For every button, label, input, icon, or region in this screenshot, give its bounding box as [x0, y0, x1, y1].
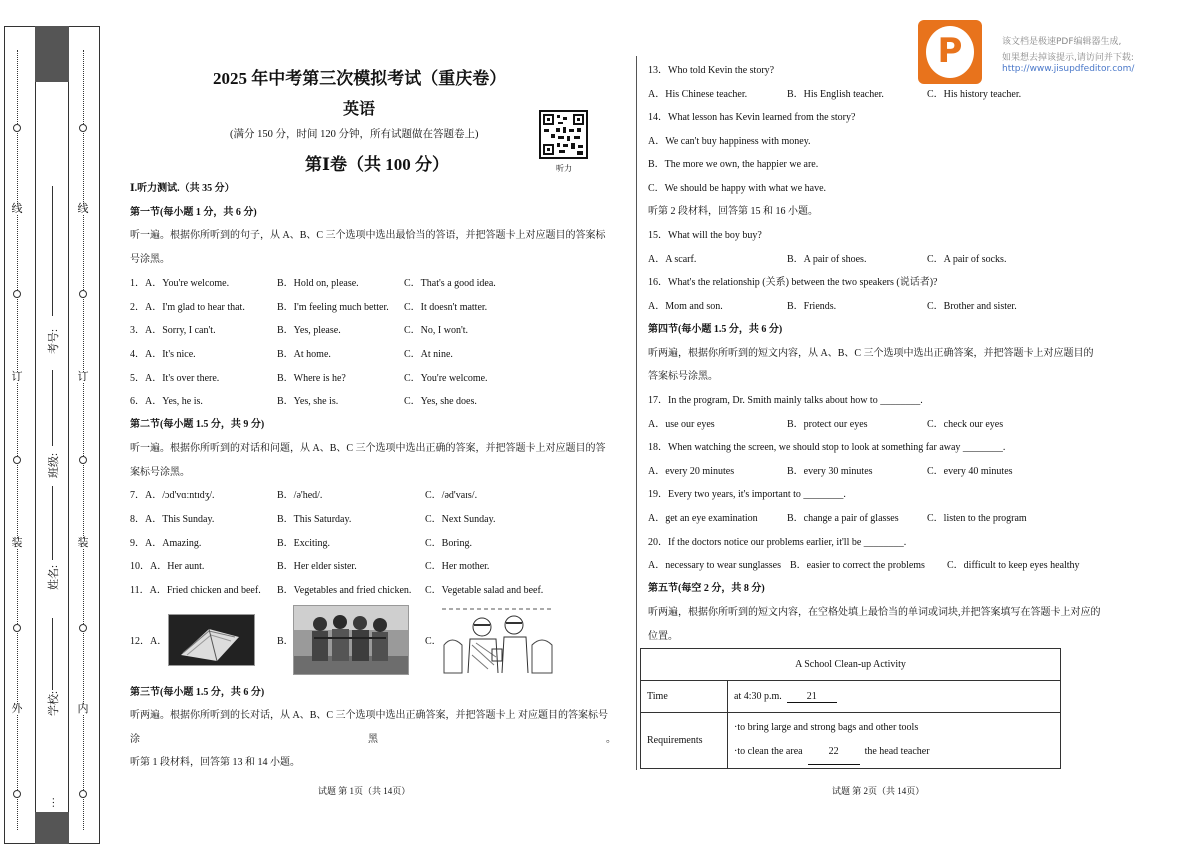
binding-hole — [13, 124, 21, 132]
q15-stem: 15．What will the boy buy? — [648, 230, 762, 241]
part-title: 第Ⅰ卷（共 100 分） — [305, 155, 449, 174]
q7-option-a[interactable]: 7．A．/ɔd'vɑːntɪdʒ/. — [130, 490, 215, 501]
q17-option-a[interactable]: A．use our eyes — [648, 419, 715, 430]
q4-option-c[interactable]: C．At nine. — [404, 349, 453, 360]
subject-title: 英语 — [343, 101, 376, 118]
q13-stem: 13．Who told Kevin the story? — [648, 65, 775, 76]
q6-option-b[interactable]: B．Yes, she is. — [277, 396, 339, 407]
section3-instructions-hei: 黑 — [368, 734, 378, 745]
requirement-2-prefix: ·to clean the area — [734, 746, 803, 757]
binding-hole — [13, 456, 21, 464]
q2-option-b[interactable]: B．I'm feeling much better. — [277, 302, 389, 313]
binding-hole — [13, 790, 21, 798]
exam-note: (满分 150 分，时间 120 分钟，所有试题做在答题卷上) — [230, 129, 479, 140]
q9-option-a[interactable]: 9．A．Amazing. — [130, 538, 202, 549]
q15-option-c[interactable]: C．A pair of socks. — [927, 254, 1007, 265]
qr-caption: 听力 — [556, 164, 572, 173]
q16-stem: 16．What's the relationship (关系) between the two speakers (说话者)? — [648, 277, 938, 288]
requirements-label: Requirements — [641, 713, 728, 769]
q19-stem: 19．Every two years, it's important to ________. — [648, 489, 846, 500]
name-field[interactable] — [52, 486, 53, 560]
section5-title: 第五节(每空 2 分，共 8 分) — [648, 583, 765, 594]
binding-char-xian: 线 — [11, 203, 23, 215]
q16-option-a[interactable]: A．Mom and son. — [648, 301, 723, 312]
dots: … — [45, 797, 57, 808]
column-divider — [636, 56, 637, 770]
exam-title: 2025 年中考第三次模拟考试（重庆卷） — [213, 69, 507, 88]
page1-footer: 试题 第 1页（共 14页） — [318, 786, 411, 796]
watermark-line1: 该文档是极速PDF编辑器生成, — [1002, 37, 1122, 47]
section1-instructions: 听一遍。根据你所听到的句子，从 A、B、C 三个选项中选出最恰当的答语，并把答题卡上对应题目的答案标 — [130, 230, 606, 241]
q17-option-b[interactable]: B．protect our eyes — [787, 419, 868, 430]
section2-instructions: 听一遍。根据你所听到的对话和问题，从 A、B、C 三个选项中选出正确的答案，并把答题卡上对应题目的答 — [130, 443, 606, 454]
binding-hole — [13, 624, 21, 632]
q10-option-b[interactable]: B．Her elder sister. — [277, 561, 357, 572]
section4-instructions-cont: 答案标号涂黑。 — [648, 371, 718, 382]
q14-option-b[interactable]: B．The more we own, the happier we are. — [648, 159, 819, 170]
exam-no-field[interactable] — [52, 186, 53, 316]
binding-hole — [13, 290, 21, 298]
binding-strip-top — [35, 26, 69, 82]
q4-option-b[interactable]: B．At home. — [277, 349, 331, 360]
q13-option-b[interactable]: B．His English teacher. — [787, 89, 884, 100]
q1-option-a[interactable]: 1．A．You're welcome. — [130, 278, 230, 289]
q12-option-c[interactable]: C． — [425, 636, 442, 647]
q17-stem: 17．In the program, Dr. Smith mainly talks about how to ________. — [648, 395, 923, 406]
q9-option-b[interactable]: B．Exciting. — [277, 538, 331, 549]
q3-option-c[interactable]: C．No, I won't. — [404, 325, 469, 336]
q12-option-a[interactable]: 12．A． — [130, 636, 168, 647]
binding-hole — [79, 790, 87, 798]
requirement-2-suffix: the head teacher — [864, 746, 930, 757]
binding-hole — [79, 456, 87, 464]
binding-char-ding: 订 — [11, 371, 23, 383]
q19-option-b[interactable]: B．change a pair of glasses — [787, 513, 899, 524]
activity-table — [640, 648, 1061, 769]
pdf-editor-logo: P — [918, 20, 982, 84]
q12-option-b[interactable]: B． — [277, 636, 294, 647]
q18-option-b[interactable]: B．every 30 minutes — [787, 466, 873, 477]
binding-strip-bottom — [35, 812, 69, 844]
q3-option-b[interactable]: B．Yes, please. — [277, 325, 341, 336]
section3-segment1: 听第 1 段材料，回答第 13 和 14 小题。 — [130, 757, 300, 768]
q1-option-b[interactable]: B．Hold on, please. — [277, 278, 359, 289]
q3-option-a[interactable]: 3．A．Sorry, I can't. — [130, 325, 216, 336]
q20-stem: 20．If the doctors notice our problems earlier, it'll be ________. — [648, 537, 907, 548]
q18-option-c[interactable]: C．every 40 minutes — [927, 466, 1013, 477]
q11-option-b[interactable]: B．Vegetables and fried chicken. — [277, 585, 412, 596]
binding-char-nei: 内 — [77, 703, 89, 715]
q2-option-a[interactable]: 2．A．I'm glad to hear that. — [130, 302, 245, 313]
section3-title: 第三节(每小题 1.5 分，共 6 分) — [130, 687, 265, 698]
binding-hole — [79, 624, 87, 632]
binding-char-zhuang: 装 — [77, 537, 89, 549]
binding-char-zhuang: 装 — [11, 537, 23, 549]
q20-option-c[interactable]: C．difficult to keep eyes healthy — [947, 560, 1080, 571]
school-field[interactable] — [52, 618, 53, 690]
listening-title: Ⅰ.听力测试.（共 35 分） — [130, 183, 235, 194]
binding-hole — [79, 290, 87, 298]
q13-option-a[interactable]: A．His Chinese teacher. — [648, 89, 748, 100]
q7-option-c[interactable]: C．/əd'vaɪs/. — [425, 490, 478, 501]
q12-image-c-movie[interactable] — [442, 605, 554, 675]
name-label: 姓名: — [45, 565, 61, 590]
section2-instructions-cont: 案标号涂黑。 — [130, 467, 190, 478]
section1-instructions-cont: 号涂黑。 — [130, 254, 170, 265]
school-label: 学校: — [45, 691, 61, 716]
q8-option-b[interactable]: B．This Saturday. — [277, 514, 352, 525]
q13-option-c[interactable]: C．His history teacher. — [927, 89, 1022, 100]
time-cell — [728, 681, 1061, 713]
q20-option-a[interactable]: A．necessary to wear sunglasses — [648, 560, 782, 571]
segment2-instructions: 听第 2 段材料，回答第 15 和 16 小题。 — [648, 206, 818, 217]
time-prefix: at 4:30 p.m. — [734, 690, 782, 702]
q6-option-a[interactable]: 6．A．Yes, he is. — [130, 396, 203, 407]
qr-code — [539, 110, 588, 159]
q14-option-c[interactable]: C．We should be happy with what we have. — [648, 183, 827, 194]
class-field[interactable] — [52, 370, 53, 446]
section5-instructions: 听两遍，根据你所听到的短文内容，在空格处填上最恰当的单词或词块,并把答案填写在答题卡上对应的 — [648, 607, 1101, 618]
q20-option-b[interactable]: B．easier to correct the problems — [790, 560, 925, 571]
requirement-2 — [734, 740, 1054, 765]
section3-instructions-tu: 涂 — [130, 734, 140, 745]
class-label: 班级: — [45, 453, 61, 478]
time-label: Time — [641, 681, 728, 713]
watermark-link[interactable]: http://www.jisupdfeditor.com/ — [1002, 64, 1135, 74]
q12-image-a-book[interactable] — [168, 614, 255, 666]
section3-instructions-period: 。 — [606, 734, 616, 745]
q5-option-c[interactable]: C．You're welcome. — [404, 373, 488, 384]
q1-option-c[interactable]: C．That's a good idea. — [404, 278, 496, 289]
section1-title: 第一节(每小题 1 分，共 6 分) — [130, 207, 257, 218]
section5-instructions-cont: 位置。 — [648, 631, 678, 642]
q5-option-a[interactable]: 5．A．It's over there. — [130, 373, 220, 384]
q8-option-a[interactable]: 8．A．This Sunday. — [130, 514, 215, 525]
requirements-cell — [728, 713, 1061, 769]
binding-hole — [79, 124, 87, 132]
q5-option-b[interactable]: B．Where is he? — [277, 373, 346, 384]
q19-option-c[interactable]: C．listen to the program — [927, 513, 1027, 524]
q10-option-c[interactable]: C．Her mother. — [425, 561, 490, 572]
q7-option-b[interactable]: B．/ə'hed/. — [277, 490, 323, 501]
q8-option-c[interactable]: C．Next Sunday. — [425, 514, 496, 525]
section2-title: 第二节(每小题 1.5 分，共 9 分) — [130, 419, 265, 430]
watermark-line2: 如果想去掉该提示,请访问并下载: — [1002, 53, 1134, 63]
q18-option-a[interactable]: A．every 20 minutes — [648, 466, 735, 477]
q4-option-a[interactable]: 4．A．It's nice. — [130, 349, 196, 360]
q10-option-a[interactable]: 10．A．Her aunt. — [130, 561, 205, 572]
q15-option-a[interactable]: A．A scarf. — [648, 254, 697, 265]
section4-title: 第四节(每小题 1.5 分，共 6 分) — [648, 324, 783, 335]
q2-option-c[interactable]: C．It doesn't matter. — [404, 302, 488, 313]
binding-char-xian: 线 — [77, 203, 89, 215]
blank-22[interactable]: 22 — [808, 740, 860, 765]
blank-21[interactable]: 21 — [787, 691, 837, 703]
q12-image-b-friends[interactable] — [293, 605, 409, 675]
q9-option-c[interactable]: C．Boring. — [425, 538, 472, 549]
q19-option-a[interactable]: A．get an eye examination — [648, 513, 758, 524]
q6-option-c[interactable]: C．Yes, she does. — [404, 396, 477, 407]
q14-stem: 14．What lesson has Kevin learned from the story? — [648, 112, 856, 123]
section4-instructions: 听两遍，根据你所听到的短文内容，从 A、B、C 三个选项中选出正确答案，并把答题卡上对应题目的 — [648, 348, 1094, 359]
q16-option-b[interactable]: B．Friends. — [787, 301, 837, 312]
q16-option-c[interactable]: C．Brother and sister. — [927, 301, 1017, 312]
q14-option-a[interactable]: A．We can't buy happiness with money. — [648, 136, 811, 147]
binding-char-ding: 订 — [77, 371, 89, 383]
q15-option-b[interactable]: B．A pair of shoes. — [787, 254, 867, 265]
activity-table-title: A School Clean-up Activity — [641, 649, 1061, 681]
q18-stem: 18．When watching the screen, we should stop to look at something far away ________. — [648, 442, 1006, 453]
exam-no-label: 考号: — [45, 329, 61, 354]
q11-option-a[interactable]: 11．A．Fried chicken and beef. — [130, 585, 261, 596]
section3-instructions: 听两遍。根据你所听到的长对话，从 A、B、C 三个选项中选出正确答案，并把答题卡上 对应题目的答案标号 — [130, 710, 609, 721]
page2-footer: 试题 第 2页（共 14页） — [832, 786, 925, 796]
requirement-1: ·to bring large and strong bags and other tools — [734, 722, 919, 733]
q17-option-c[interactable]: C．check our eyes — [927, 419, 1004, 430]
q11-option-c[interactable]: C．Vegetable salad and beef. — [425, 585, 544, 596]
binding-char-wai: 外 — [11, 703, 23, 715]
